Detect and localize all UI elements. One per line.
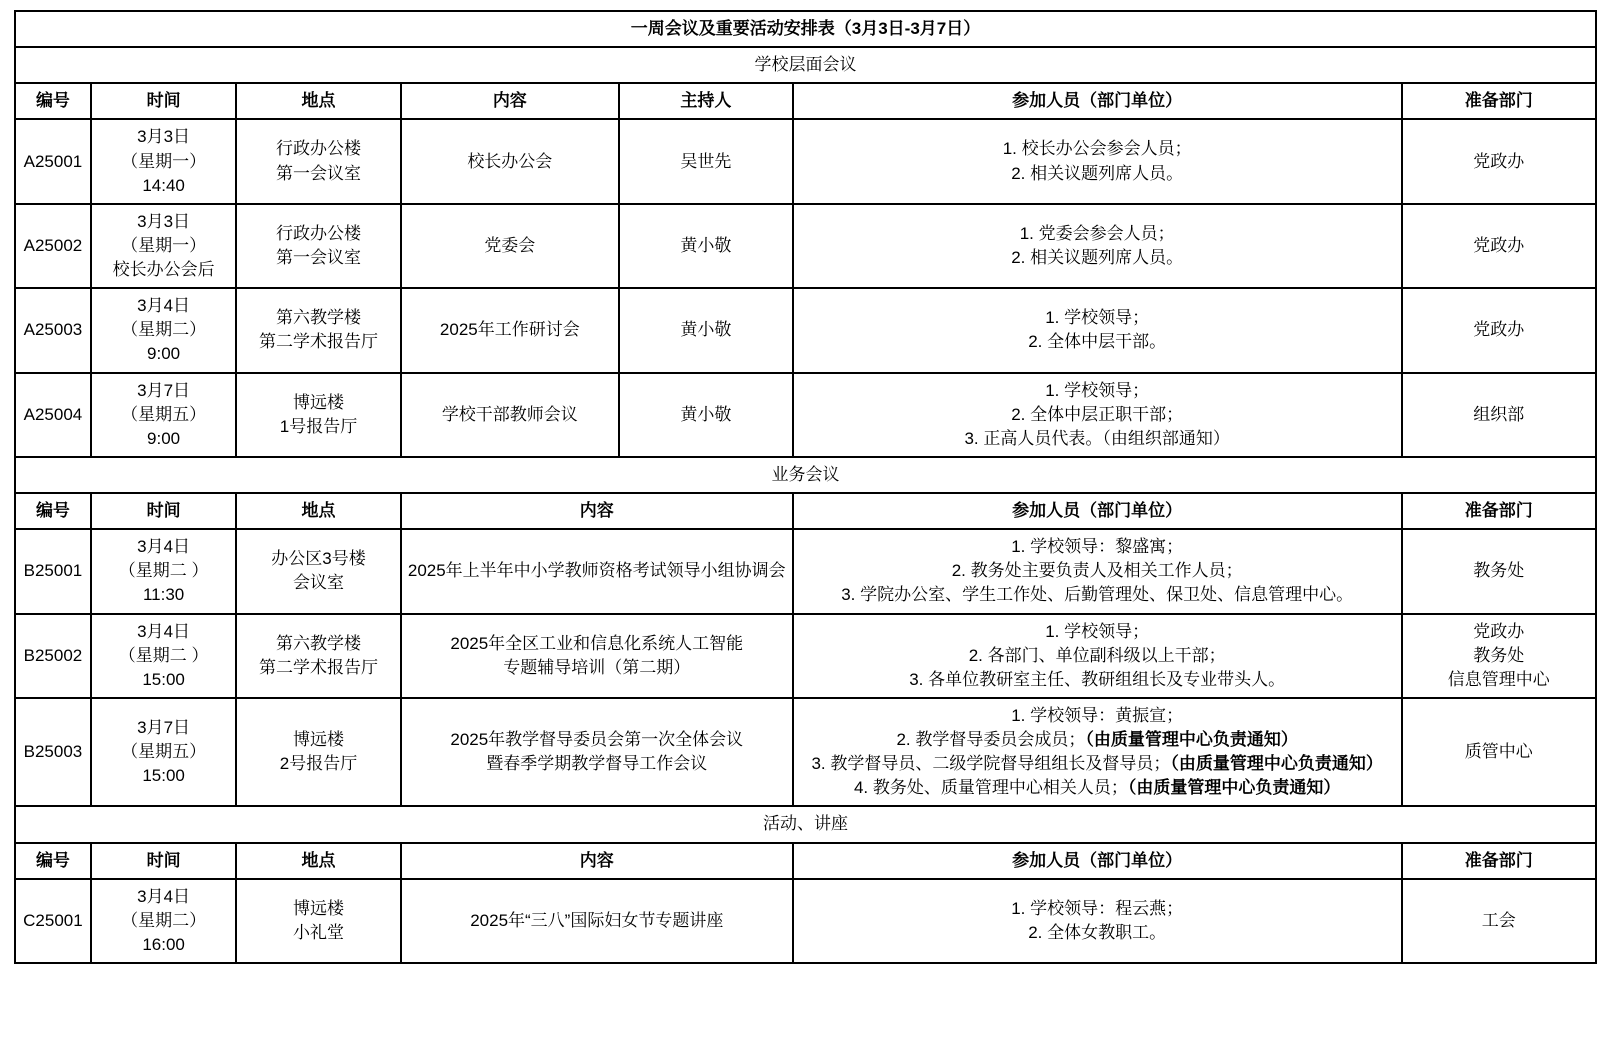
section-band-row <box>15 47 1596 83</box>
cell-content <box>401 204 619 288</box>
column-header: 编号 <box>15 83 91 119</box>
cell-id: B25002 <box>15 614 91 698</box>
table-row <box>15 698 1596 807</box>
cell-place <box>236 614 400 698</box>
participant-line <box>798 583 1397 607</box>
content-line: 2025年全区工业和信息化系统人工智能 <box>450 633 744 653</box>
place-line: 博远楼 <box>293 392 345 412</box>
participant-line <box>798 728 1397 752</box>
cell-prep-dept <box>1402 698 1597 807</box>
participant-text: 1. 学校领导； <box>1045 308 1150 328</box>
cell-participants <box>793 614 1402 698</box>
prep-dept-line: 信息管理中心 <box>1447 669 1550 689</box>
participant-text: 2. 全体中层正职干部； <box>1011 404 1184 424</box>
prep-dept-line: 教务处 <box>1473 645 1525 665</box>
place-line: 办公区3号楼 <box>271 549 366 569</box>
place-line: 会议室 <box>293 573 345 593</box>
participant-text: 2. 教学督导委员会成员； <box>896 730 1086 749</box>
time-line: 15:00 <box>142 766 185 786</box>
participant-line <box>798 668 1397 692</box>
cell-place <box>236 698 400 807</box>
cell-participants <box>793 529 1402 613</box>
content-line: 2025年工作研讨会 <box>439 320 580 340</box>
time-line: （星期一） <box>121 151 207 171</box>
column-header: 准备部门 <box>1402 843 1597 879</box>
cell-content <box>401 879 793 963</box>
cell-content <box>401 288 619 372</box>
participant-text: 1. 党委会参会人员； <box>1019 223 1175 243</box>
header-row <box>15 83 1596 119</box>
schedule-table <box>14 10 1597 964</box>
column-header: 时间 <box>91 843 236 879</box>
column-header: 时间 <box>91 83 236 119</box>
time-line: 16:00 <box>142 934 185 954</box>
schedule-table-body <box>15 11 1596 963</box>
time-line: （星期二） <box>121 910 207 930</box>
participant-line <box>798 162 1397 186</box>
cell-host: 黄小敬 <box>619 373 793 457</box>
participant-text: 2. 全体女教职工。 <box>1028 922 1167 942</box>
participant-text: 1. 学校领导； <box>1045 621 1150 641</box>
prep-dept-line: 党政办 <box>1473 151 1525 171</box>
column-header: 时间 <box>91 493 236 529</box>
cell-time <box>91 879 236 963</box>
cell-time <box>91 119 236 203</box>
place-line: 第六教学楼 <box>276 633 362 653</box>
place-line: 博远楼 <box>293 898 345 918</box>
content-line: 党委会 <box>484 235 536 255</box>
notice-bold-text: （由质量管理中心负责通知） <box>1085 730 1298 749</box>
prep-dept-line: 党政办 <box>1473 235 1525 255</box>
cell-host: 吴世先 <box>619 119 793 203</box>
cell-place <box>236 529 400 613</box>
section-band-row <box>15 806 1596 842</box>
column-header: 参加人员（部门单位） <box>793 493 1402 529</box>
cell-prep-dept <box>1402 373 1597 457</box>
participant-line <box>798 752 1397 776</box>
content-line: 2025年上半年中小学教师资格考试领导小组协调会 <box>407 561 786 581</box>
content-line: 专题辅导培训（第二期） <box>503 657 691 677</box>
time-line: 3月4日 <box>137 296 191 316</box>
cell-place <box>236 204 400 288</box>
content-line: 暨春季学期教学督导工作会议 <box>486 754 708 774</box>
participant-line <box>798 403 1397 427</box>
cell-participants <box>793 698 1402 807</box>
prep-dept-line: 党政办 <box>1473 320 1525 340</box>
time-line: （星期二 ） <box>118 645 209 665</box>
cell-prep-dept <box>1402 879 1597 963</box>
cell-content <box>401 529 793 613</box>
time-line: 3月3日 <box>137 211 191 231</box>
time-line: 3月4日 <box>137 537 191 557</box>
cell-id: A25002 <box>15 204 91 288</box>
cell-id: C25001 <box>15 879 91 963</box>
participant-line <box>798 427 1397 451</box>
participant-line <box>798 559 1397 583</box>
time-line: （星期五） <box>121 742 207 762</box>
cell-id: A25001 <box>15 119 91 203</box>
content-line: 校长办公会 <box>467 151 553 171</box>
time-line: 9:00 <box>147 344 181 364</box>
participant-text: 3. 学院办公室、学生工作处、后勤管理处、保卫处、信息管理中心。 <box>841 585 1354 605</box>
time-line: （星期五） <box>121 404 207 424</box>
time-line: 15:00 <box>142 669 185 689</box>
place-line: 第二学术报告厅 <box>259 657 379 677</box>
place-line: 第六教学楼 <box>276 308 362 328</box>
place-line: 行政办公楼 <box>276 139 362 159</box>
participant-text: 3. 各单位教研室主任、教研组组长及专业带头人。 <box>909 669 1286 689</box>
table-row <box>15 288 1596 372</box>
prep-dept-line: 教务处 <box>1473 561 1525 581</box>
participant-text: 1. 学校领导：程云燕； <box>1011 898 1184 918</box>
place-line: 第一会议室 <box>276 163 362 183</box>
time-line: （星期二） <box>121 320 207 340</box>
column-header: 内容 <box>401 493 793 529</box>
content-line: 2025年“三八”国际妇女节专题讲座 <box>470 910 724 930</box>
cell-participants <box>793 879 1402 963</box>
cell-time <box>91 288 236 372</box>
time-line: 11:30 <box>142 585 185 605</box>
time-line: （星期一） <box>121 235 207 255</box>
cell-time <box>91 529 236 613</box>
header-row <box>15 493 1596 529</box>
column-header: 编号 <box>15 843 91 879</box>
section-band-row <box>15 457 1596 493</box>
time-line: 9:00 <box>147 428 181 448</box>
section-title-2: 活动、讲座 <box>15 806 1596 842</box>
title-row <box>15 11 1596 47</box>
table-row <box>15 879 1596 963</box>
column-header: 参加人员（部门单位） <box>793 83 1402 119</box>
table-row <box>15 119 1596 203</box>
cell-participants <box>793 204 1402 288</box>
table-row <box>15 614 1596 698</box>
column-header: 准备部门 <box>1402 493 1597 529</box>
column-header: 参加人员（部门单位） <box>793 843 1402 879</box>
cell-prep-dept <box>1402 288 1597 372</box>
cell-content <box>401 614 793 698</box>
cell-prep-dept <box>1402 119 1597 203</box>
cell-host: 黄小敬 <box>619 288 793 372</box>
cell-participants <box>793 119 1402 203</box>
participant-line <box>798 776 1397 800</box>
content-line: 学校干部教师会议 <box>441 404 578 424</box>
cell-host: 黄小敬 <box>619 204 793 288</box>
participant-line <box>798 306 1397 330</box>
participant-line <box>798 921 1397 945</box>
cell-place <box>236 879 400 963</box>
cell-place <box>236 373 400 457</box>
time-line: 校长办公会后 <box>112 260 215 279</box>
participant-line <box>798 246 1397 270</box>
cell-prep-dept <box>1402 529 1597 613</box>
column-header: 编号 <box>15 493 91 529</box>
place-line: 1号报告厅 <box>279 416 358 436</box>
cell-prep-dept <box>1402 204 1597 288</box>
participant-text: 1. 学校领导：黄振宣； <box>1011 705 1184 725</box>
participant-text: 2. 相关议题列席人员。 <box>1011 163 1184 183</box>
place-line: 博远楼 <box>293 730 345 749</box>
participant-text: 2. 相关议题列席人员。 <box>1011 247 1184 267</box>
cell-prep-dept <box>1402 614 1597 698</box>
participant-text: 3. 教学督导员、二级学院督导组组长及督导员； <box>811 754 1171 774</box>
cell-content <box>401 373 619 457</box>
table-row <box>15 529 1596 613</box>
cell-id: A25003 <box>15 288 91 372</box>
participant-line <box>798 535 1397 559</box>
column-header: 主持人 <box>619 83 793 119</box>
participant-line <box>798 222 1397 246</box>
cell-content <box>401 698 793 807</box>
cell-content <box>401 119 619 203</box>
cell-id: B25001 <box>15 529 91 613</box>
participant-line <box>798 897 1397 921</box>
participant-line <box>798 644 1397 668</box>
participant-text: 1. 学校领导：黎盛寓； <box>1011 537 1184 557</box>
section-title-1: 业务会议 <box>15 457 1596 493</box>
prep-dept-line: 质管中心 <box>1464 742 1533 762</box>
participant-text: 2. 全体中层干部。 <box>1028 332 1167 352</box>
cell-participants <box>793 373 1402 457</box>
time-line: 3月4日 <box>137 621 191 641</box>
header-row <box>15 843 1596 879</box>
participant-text: 1. 校长办公会参会人员； <box>1002 139 1192 159</box>
participant-line <box>798 137 1397 161</box>
participant-line <box>798 330 1397 354</box>
participant-text: 4. 教务处、质量管理中心相关人员； <box>853 778 1128 798</box>
notice-bold-text: （由质量管理中心负责通知） <box>1127 778 1341 798</box>
place-line: 小礼堂 <box>293 922 345 942</box>
prep-dept-line: 组织部 <box>1473 404 1525 424</box>
column-header: 内容 <box>401 83 619 119</box>
column-header: 地点 <box>236 493 400 529</box>
participant-line <box>798 704 1397 728</box>
column-header: 内容 <box>401 843 793 879</box>
schedule-sheet <box>14 10 1597 964</box>
participant-text: 2. 教务处主要负责人及相关工作人员； <box>951 561 1243 581</box>
cell-id: A25004 <box>15 373 91 457</box>
notice-bold-text: （由质量管理中心负责通知） <box>1170 754 1383 774</box>
column-header: 准备部门 <box>1402 83 1597 119</box>
cell-time <box>91 698 236 807</box>
time-line: （星期二 ） <box>118 561 209 581</box>
time-line: 3月4日 <box>137 886 191 906</box>
time-line: 14:40 <box>142 175 185 195</box>
section-title-0: 学校层面会议 <box>15 47 1596 83</box>
table-row <box>15 373 1596 457</box>
column-header: 地点 <box>236 843 400 879</box>
prep-dept-line: 党政办 <box>1473 621 1525 641</box>
time-line: 3月3日 <box>137 127 191 147</box>
cell-place <box>236 119 400 203</box>
participant-text: 2. 各部门、单位副科级以上干部； <box>968 645 1226 665</box>
place-line: 2号报告厅 <box>279 754 358 774</box>
time-line: 3月7日 <box>137 717 191 737</box>
content-line: 2025年教学督导委员会第一次全体会议 <box>450 730 744 749</box>
cell-time <box>91 614 236 698</box>
column-header: 地点 <box>236 83 400 119</box>
cell-id: B25003 <box>15 698 91 807</box>
cell-time <box>91 204 236 288</box>
participant-line <box>798 620 1397 644</box>
cell-time <box>91 373 236 457</box>
place-line: 第一会议室 <box>276 247 362 267</box>
participant-line <box>798 379 1397 403</box>
prep-dept-line: 工会 <box>1481 910 1516 930</box>
cell-place <box>236 288 400 372</box>
cell-participants <box>793 288 1402 372</box>
page-title: 一周会议及重要活动安排表（3月3日-3月7日） <box>15 11 1596 47</box>
place-line: 行政办公楼 <box>276 223 362 243</box>
participant-text: 3. 正高人员代表。（由组织部通知） <box>964 428 1230 448</box>
place-line: 第二学术报告厅 <box>259 332 379 352</box>
table-row <box>15 204 1596 288</box>
time-line: 3月7日 <box>137 380 191 400</box>
participant-text: 1. 学校领导； <box>1045 380 1150 400</box>
